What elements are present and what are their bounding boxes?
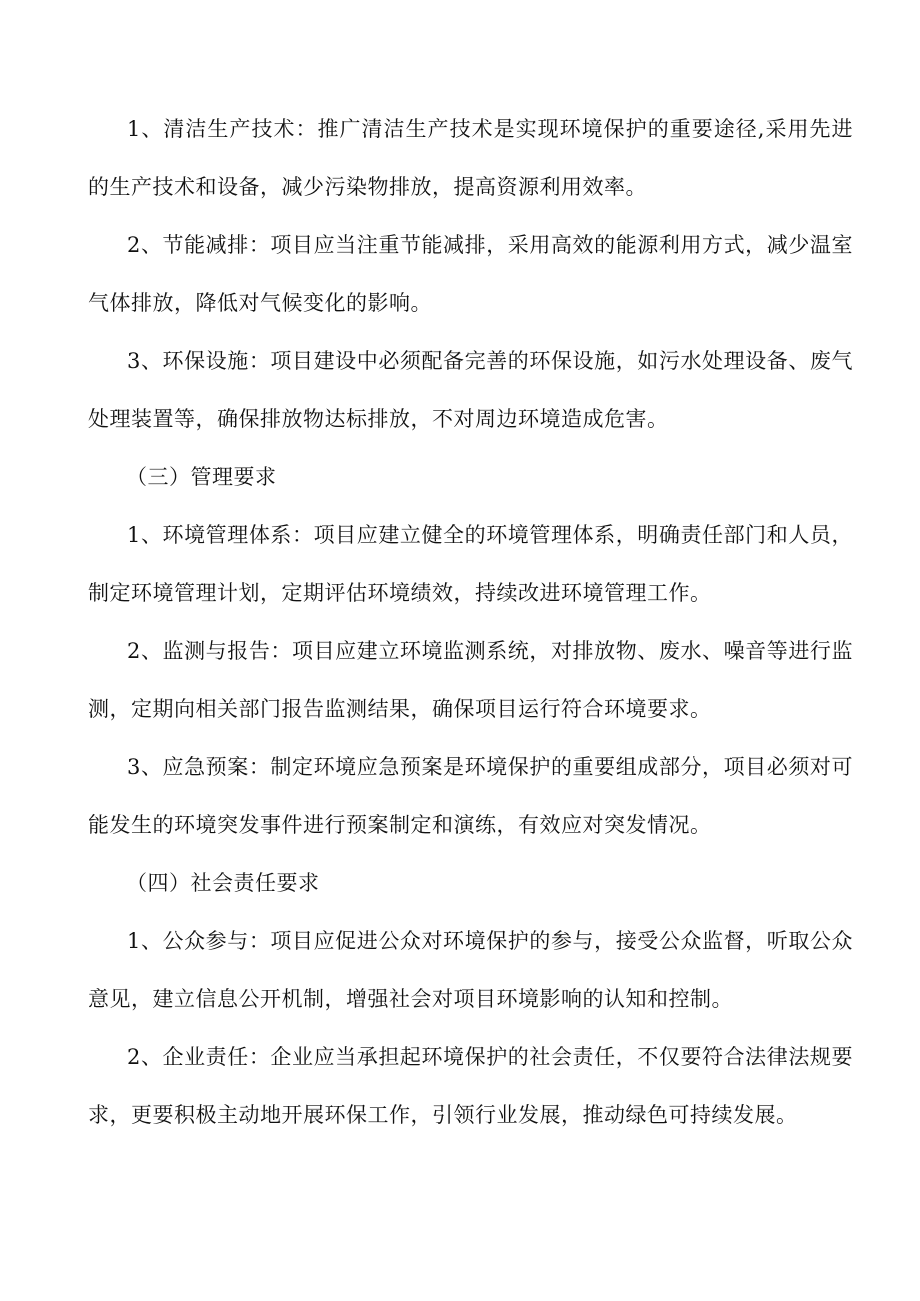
paragraph-emergency-plan: 3、应急预案：制定环境应急预案是环境保护的重要组成部分，项目必须对可能发生的环境突发事件进行预案制定和演练，有效应对突发情况。 [88,755,853,837]
section-heading-social-responsibility: （四）社会责任要求 [126,871,320,895]
paragraph-corporate-responsibility: 2、企业责任：企业应当承担起环境保护的社会责任，不仅要符合法律法规要求，更要积极主动地开展环保工作，引领行业发展，推动绿色可持续发展。 [88,1045,853,1127]
paragraph-management-system: 1、环境管理体系：项目应建立健全的环境管理体系，明确责任部门和人员，制定环境管理计划，定期评估环境绩效，持续改进环境管理工作。 [88,523,853,605]
section-heading-management: （三）管理要求 [126,465,277,489]
paragraph-monitoring-report: 2、监测与报告：项目应建立环境监测系统，对排放物、废水、噪音等进行监测，定期向相关部门报告监测结果，确保项目运行符合环境要求。 [88,639,853,721]
paragraph-environmental-facilities: 3、环保设施：项目建设中必须配备完善的环保设施，如污水处理设备、废气处理装置等，确保排放物达标排放，不对周边环境造成危害。 [88,349,853,431]
paragraph-clean-production: 1、清洁生产技术：推广清洁生产技术是实现环境保护的重要途径,采用先进的生产技术和设备，减少污染物排放，提高资源利用效率。 [88,117,853,199]
paragraph-public-participation: 1、公众参与：项目应促进公众对环境保护的参与，接受公众监督，听取公众意见，建立信息公开机制，增强社会对项目环境影响的认知和控制。 [88,929,853,1011]
paragraph-energy-saving: 2、节能减排：项目应当注重节能减排，采用高效的能源利用方式，减少温室气体排放，降低对气候变化的影响。 [88,233,853,315]
